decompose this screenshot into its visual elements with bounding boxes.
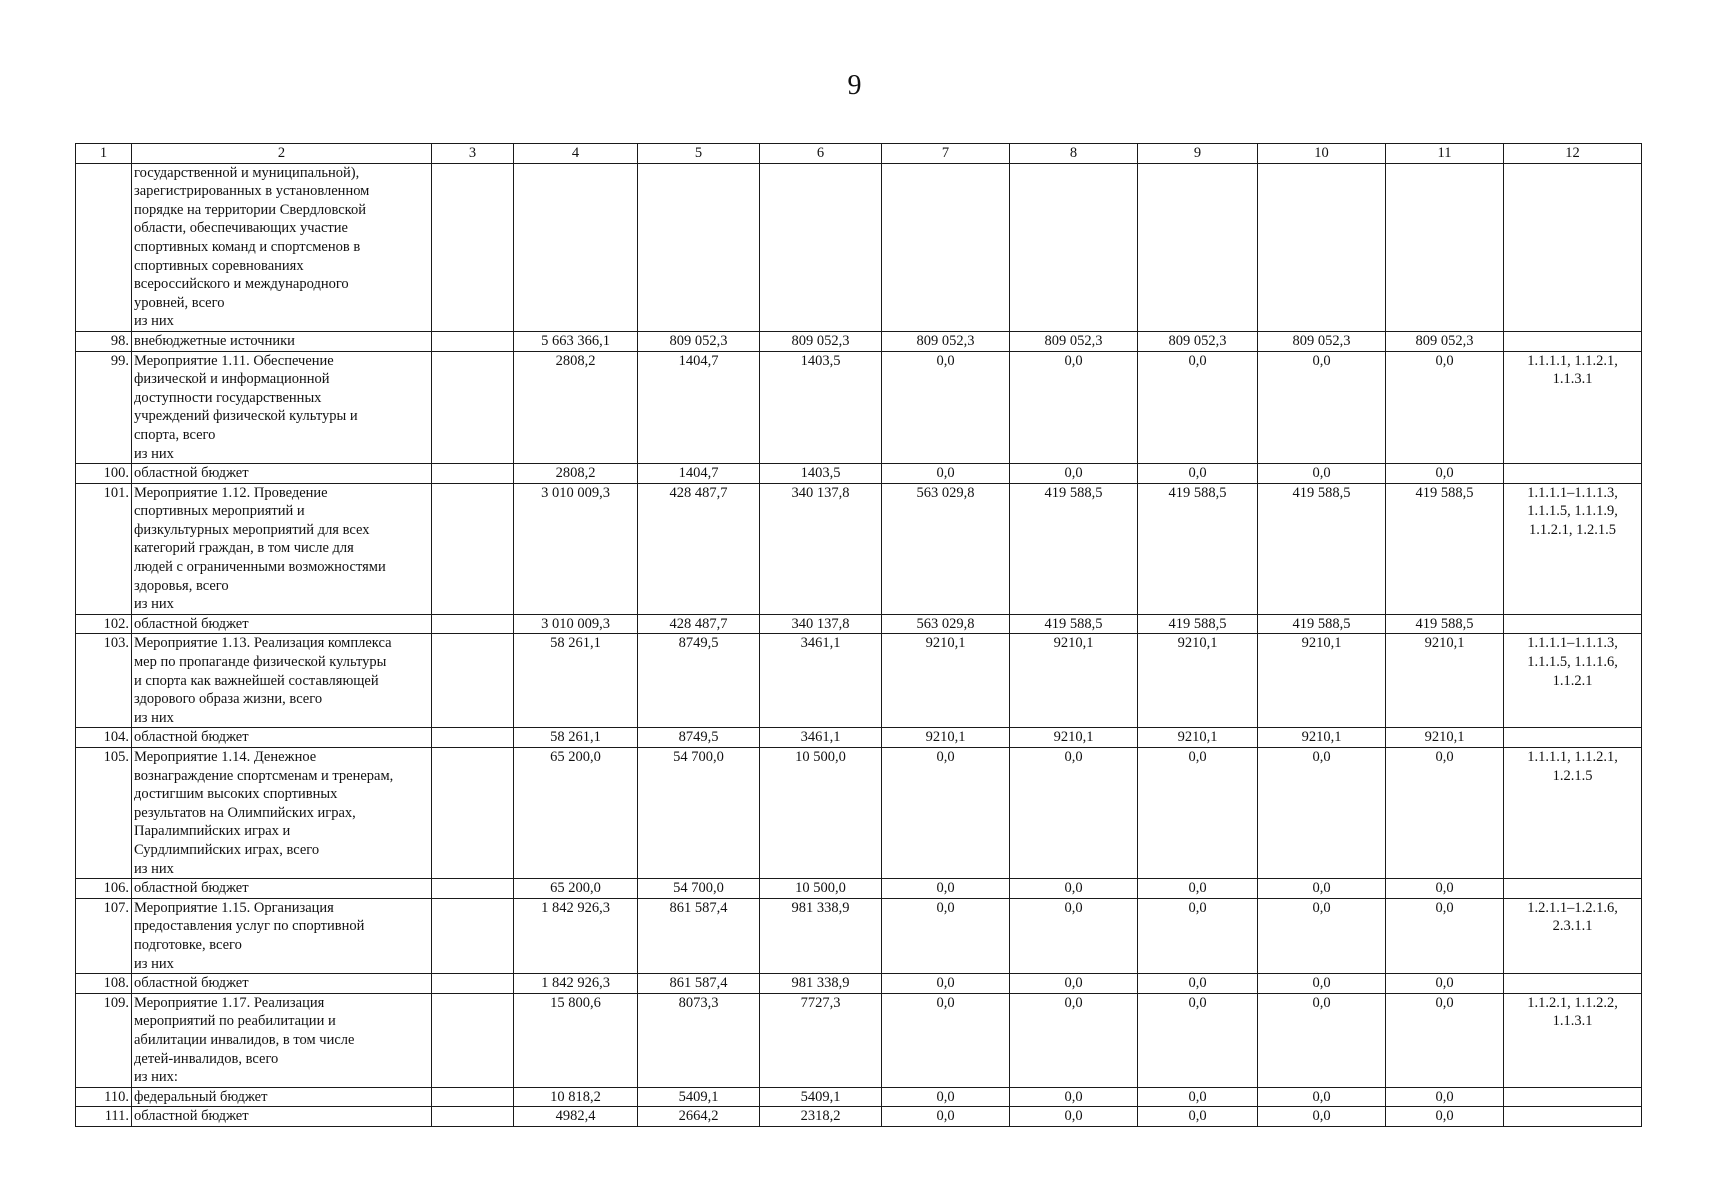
- cell-year-5: 9210,1: [1138, 634, 1258, 728]
- cell-year-1: 8073,3: [638, 993, 760, 1087]
- cell-year-6: [1258, 163, 1386, 331]
- column-header: 4: [514, 144, 638, 164]
- cell-year-2: 981 338,9: [760, 974, 882, 994]
- cell-year-7: 419 588,5: [1386, 483, 1504, 614]
- cell-year-7: [1386, 163, 1504, 331]
- row-description: Мероприятие 1.11. Обеспечение физической и информационной доступности государственных учреждений физической культуры и спорта, всего из них: [132, 351, 432, 464]
- row-description: областной бюджет: [132, 879, 432, 899]
- cell-year-1: [638, 163, 760, 331]
- cell-year-1: 861 587,4: [638, 898, 760, 973]
- cell-year-1: 428 487,7: [638, 614, 760, 634]
- cell-year-6: 0,0: [1258, 879, 1386, 899]
- cell-year-2: 1403,5: [760, 464, 882, 484]
- cell-targets: 1.1.1.1, 1.1.2.1, 1.2.1.5: [1504, 748, 1642, 879]
- cell-col3: [432, 748, 514, 879]
- row-description: областной бюджет: [132, 1107, 432, 1127]
- cell-total: 2808,2: [514, 351, 638, 464]
- cell-col3: [432, 331, 514, 351]
- cell-total: 58 261,1: [514, 728, 638, 748]
- cell-total: 15 800,6: [514, 993, 638, 1087]
- cell-year-3: 0,0: [882, 351, 1010, 464]
- cell-total: [514, 163, 638, 331]
- cell-year-4: 0,0: [1010, 898, 1138, 973]
- cell-targets: [1504, 728, 1642, 748]
- cell-year-7: 419 588,5: [1386, 614, 1504, 634]
- cell-year-7: 809 052,3: [1386, 331, 1504, 351]
- row-number: 102.: [76, 614, 132, 634]
- cell-year-2: 10 500,0: [760, 879, 882, 899]
- cell-total: 4982,4: [514, 1107, 638, 1127]
- row-number: 110.: [76, 1087, 132, 1107]
- cell-year-3: 563 029,8: [882, 483, 1010, 614]
- table-row: [76, 163, 1642, 331]
- cell-year-4: 0,0: [1010, 879, 1138, 899]
- cell-year-4: 419 588,5: [1010, 483, 1138, 614]
- cell-year-7: 9210,1: [1386, 728, 1504, 748]
- cell-year-3: 0,0: [882, 898, 1010, 973]
- cell-year-6: 809 052,3: [1258, 331, 1386, 351]
- cell-year-3: 563 029,8: [882, 614, 1010, 634]
- cell-total: 65 200,0: [514, 748, 638, 879]
- row-number: 100.: [76, 464, 132, 484]
- cell-col3: [432, 634, 514, 728]
- table-row: [76, 728, 1642, 748]
- cell-year-6: 0,0: [1258, 898, 1386, 973]
- cell-year-5: 9210,1: [1138, 728, 1258, 748]
- cell-year-3: 0,0: [882, 748, 1010, 879]
- cell-targets: 1.1.1.1, 1.1.2.1, 1.1.3.1: [1504, 351, 1642, 464]
- cell-year-3: 9210,1: [882, 728, 1010, 748]
- row-description: Мероприятие 1.13. Реализация комплекса мер по пропаганде физической культуры и спорта как важнейшей составляющей здорового образа жизни, всего из них: [132, 634, 432, 728]
- row-number: 109.: [76, 993, 132, 1087]
- cell-year-6: 419 588,5: [1258, 483, 1386, 614]
- column-header: 8: [1010, 144, 1138, 164]
- table-row: [76, 483, 1642, 614]
- cell-year-4: 0,0: [1010, 1107, 1138, 1127]
- row-number: 108.: [76, 974, 132, 994]
- cell-targets: 1.1.1.1–1.1.1.3, 1.1.1.5, 1.1.1.6, 1.1.2.1: [1504, 634, 1642, 728]
- cell-year-1: 428 487,7: [638, 483, 760, 614]
- table-row: [76, 634, 1642, 728]
- cell-targets: [1504, 331, 1642, 351]
- cell-year-1: 54 700,0: [638, 748, 760, 879]
- cell-year-5: 0,0: [1138, 993, 1258, 1087]
- cell-year-3: 9210,1: [882, 634, 1010, 728]
- cell-col3: [432, 351, 514, 464]
- cell-year-2: [760, 163, 882, 331]
- row-description: Мероприятие 1.14. Денежное вознаграждение спортсменам и тренерам, достигшим высоких спортивных результатов на Олимпийских играх, Паралимпийских играх и Сурдлимпийских играх, всего из них: [132, 748, 432, 879]
- cell-year-2: 1403,5: [760, 351, 882, 464]
- table-row: [76, 1087, 1642, 1107]
- cell-year-6: 419 588,5: [1258, 614, 1386, 634]
- cell-year-5: 809 052,3: [1138, 331, 1258, 351]
- cell-year-7: 0,0: [1386, 974, 1504, 994]
- cell-year-2: 7727,3: [760, 993, 882, 1087]
- cell-year-3: 809 052,3: [882, 331, 1010, 351]
- cell-total: 1 842 926,3: [514, 898, 638, 973]
- budget-table: [75, 143, 1642, 1127]
- cell-year-5: 0,0: [1138, 1107, 1258, 1127]
- cell-col3: [432, 879, 514, 899]
- table-row: [76, 1107, 1642, 1127]
- row-description: внебюджетные источники: [132, 331, 432, 351]
- cell-year-4: 0,0: [1010, 351, 1138, 464]
- cell-year-5: 0,0: [1138, 974, 1258, 994]
- cell-targets: 1.1.1.1–1.1.1.3, 1.1.1.5, 1.1.1.9, 1.1.2.1, 1.2.1.5: [1504, 483, 1642, 614]
- cell-year-7: 0,0: [1386, 1107, 1504, 1127]
- table-row: [76, 748, 1642, 879]
- cell-year-6: 0,0: [1258, 1087, 1386, 1107]
- column-header: 12: [1504, 144, 1642, 164]
- cell-year-7: 0,0: [1386, 993, 1504, 1087]
- table-row: [76, 898, 1642, 973]
- cell-year-1: 1404,7: [638, 351, 760, 464]
- cell-col3: [432, 163, 514, 331]
- cell-year-5: 0,0: [1138, 748, 1258, 879]
- cell-year-7: 0,0: [1386, 898, 1504, 973]
- column-header: 1: [76, 144, 132, 164]
- row-description: областной бюджет: [132, 728, 432, 748]
- row-number: 111.: [76, 1107, 132, 1127]
- cell-total: 58 261,1: [514, 634, 638, 728]
- cell-year-1: 2664,2: [638, 1107, 760, 1127]
- cell-year-6: 9210,1: [1258, 634, 1386, 728]
- cell-year-5: 0,0: [1138, 898, 1258, 973]
- cell-total: 3 010 009,3: [514, 614, 638, 634]
- table-row: [76, 614, 1642, 634]
- column-header: 10: [1258, 144, 1386, 164]
- cell-year-6: 0,0: [1258, 464, 1386, 484]
- cell-year-3: 0,0: [882, 464, 1010, 484]
- row-number: 105.: [76, 748, 132, 879]
- cell-year-1: 54 700,0: [638, 879, 760, 899]
- cell-year-4: 0,0: [1010, 1087, 1138, 1107]
- cell-targets: [1504, 879, 1642, 899]
- column-header: 9: [1138, 144, 1258, 164]
- table-header-row: [76, 144, 1642, 164]
- column-header: 7: [882, 144, 1010, 164]
- cell-col3: [432, 898, 514, 973]
- cell-year-2: 340 137,8: [760, 614, 882, 634]
- cell-total: 10 818,2: [514, 1087, 638, 1107]
- cell-targets: [1504, 614, 1642, 634]
- cell-year-7: 0,0: [1386, 351, 1504, 464]
- row-description: Мероприятие 1.17. Реализация мероприятий по реабилитации и абилитации инвалидов, в том числе детей-инвалидов, всего из них:: [132, 993, 432, 1087]
- cell-year-7: 0,0: [1386, 748, 1504, 879]
- cell-year-2: 5409,1: [760, 1087, 882, 1107]
- cell-targets: [1504, 464, 1642, 484]
- cell-year-4: 419 588,5: [1010, 614, 1138, 634]
- cell-col3: [432, 728, 514, 748]
- row-number: 99.: [76, 351, 132, 464]
- cell-year-4: 0,0: [1010, 464, 1138, 484]
- row-description: областной бюджет: [132, 464, 432, 484]
- row-description: государственной и муниципальной), зарегистрированных в установленном порядке на территории Свердловской области, обеспечивающих участие спортивных команд и спортсменов в спортивных соревнованиях всероссийского и международного уровней, всего из них: [132, 163, 432, 331]
- cell-year-6: 0,0: [1258, 1107, 1386, 1127]
- cell-year-4: 809 052,3: [1010, 331, 1138, 351]
- cell-year-7: 0,0: [1386, 464, 1504, 484]
- cell-year-3: 0,0: [882, 993, 1010, 1087]
- cell-year-7: 9210,1: [1386, 634, 1504, 728]
- cell-year-1: 1404,7: [638, 464, 760, 484]
- column-header: 6: [760, 144, 882, 164]
- cell-targets: [1504, 163, 1642, 331]
- table-row: [76, 464, 1642, 484]
- cell-year-4: 0,0: [1010, 974, 1138, 994]
- column-header: 5: [638, 144, 760, 164]
- row-description: Мероприятие 1.15. Организация предоставления услуг по спортивной подготовке, всего из них: [132, 898, 432, 973]
- table-row: [76, 974, 1642, 994]
- column-header: 3: [432, 144, 514, 164]
- cell-year-2: 809 052,3: [760, 331, 882, 351]
- cell-targets: [1504, 1107, 1642, 1127]
- cell-year-6: 0,0: [1258, 974, 1386, 994]
- cell-year-3: [882, 163, 1010, 331]
- cell-year-4: 0,0: [1010, 993, 1138, 1087]
- cell-year-4: [1010, 163, 1138, 331]
- cell-year-5: 0,0: [1138, 879, 1258, 899]
- cell-col3: [432, 464, 514, 484]
- cell-targets: [1504, 1087, 1642, 1107]
- cell-year-2: 2318,2: [760, 1107, 882, 1127]
- cell-year-1: 809 052,3: [638, 331, 760, 351]
- cell-year-5: 0,0: [1138, 464, 1258, 484]
- cell-year-5: [1138, 163, 1258, 331]
- cell-year-2: 340 137,8: [760, 483, 882, 614]
- table-row: [76, 351, 1642, 464]
- cell-year-2: 10 500,0: [760, 748, 882, 879]
- cell-col3: [432, 993, 514, 1087]
- cell-year-7: 0,0: [1386, 879, 1504, 899]
- page-number: 9: [847, 70, 862, 101]
- cell-year-6: 0,0: [1258, 351, 1386, 464]
- row-description: областной бюджет: [132, 974, 432, 994]
- cell-targets: 1.1.2.1, 1.1.2.2, 1.1.3.1: [1504, 993, 1642, 1087]
- cell-year-4: 9210,1: [1010, 728, 1138, 748]
- row-number: 101.: [76, 483, 132, 614]
- cell-year-2: 981 338,9: [760, 898, 882, 973]
- cell-col3: [432, 483, 514, 614]
- cell-col3: [432, 1107, 514, 1127]
- row-number: 106.: [76, 879, 132, 899]
- cell-year-4: 0,0: [1010, 748, 1138, 879]
- cell-year-5: 0,0: [1138, 351, 1258, 464]
- cell-year-6: 9210,1: [1258, 728, 1386, 748]
- cell-year-5: 419 588,5: [1138, 483, 1258, 614]
- cell-year-4: 9210,1: [1010, 634, 1138, 728]
- cell-year-1: 8749,5: [638, 728, 760, 748]
- cell-targets: [1504, 974, 1642, 994]
- column-header: 2: [132, 144, 432, 164]
- cell-col3: [432, 614, 514, 634]
- row-number: 98.: [76, 331, 132, 351]
- table-row: [76, 331, 1642, 351]
- cell-year-3: 0,0: [882, 974, 1010, 994]
- row-number: [76, 163, 132, 331]
- cell-total: 2808,2: [514, 464, 638, 484]
- row-description: областной бюджет: [132, 614, 432, 634]
- cell-col3: [432, 1087, 514, 1107]
- cell-year-2: 3461,1: [760, 634, 882, 728]
- cell-total: 1 842 926,3: [514, 974, 638, 994]
- cell-year-3: 0,0: [882, 1087, 1010, 1107]
- table-row: [76, 879, 1642, 899]
- cell-year-5: 419 588,5: [1138, 614, 1258, 634]
- cell-year-3: 0,0: [882, 879, 1010, 899]
- column-header: 11: [1386, 144, 1504, 164]
- cell-year-7: 0,0: [1386, 1087, 1504, 1107]
- cell-col3: [432, 974, 514, 994]
- cell-total: 65 200,0: [514, 879, 638, 899]
- cell-year-1: 8749,5: [638, 634, 760, 728]
- cell-targets: 1.2.1.1–1.2.1.6, 2.3.1.1: [1504, 898, 1642, 973]
- row-number: 104.: [76, 728, 132, 748]
- row-number: 103.: [76, 634, 132, 728]
- cell-total: 3 010 009,3: [514, 483, 638, 614]
- row-description: федеральный бюджет: [132, 1087, 432, 1107]
- cell-year-2: 3461,1: [760, 728, 882, 748]
- cell-year-6: 0,0: [1258, 748, 1386, 879]
- cell-total: 5 663 366,1: [514, 331, 638, 351]
- cell-year-1: 861 587,4: [638, 974, 760, 994]
- row-description: Мероприятие 1.12. Проведение спортивных мероприятий и физкультурных мероприятий для всех категорий граждан, в том числе для людей с ограниченными возможностями здоровья, всего из них: [132, 483, 432, 614]
- cell-year-6: 0,0: [1258, 993, 1386, 1087]
- cell-year-1: 5409,1: [638, 1087, 760, 1107]
- cell-year-5: 0,0: [1138, 1087, 1258, 1107]
- cell-year-3: 0,0: [882, 1107, 1010, 1127]
- table-row: [76, 993, 1642, 1087]
- row-number: 107.: [76, 898, 132, 973]
